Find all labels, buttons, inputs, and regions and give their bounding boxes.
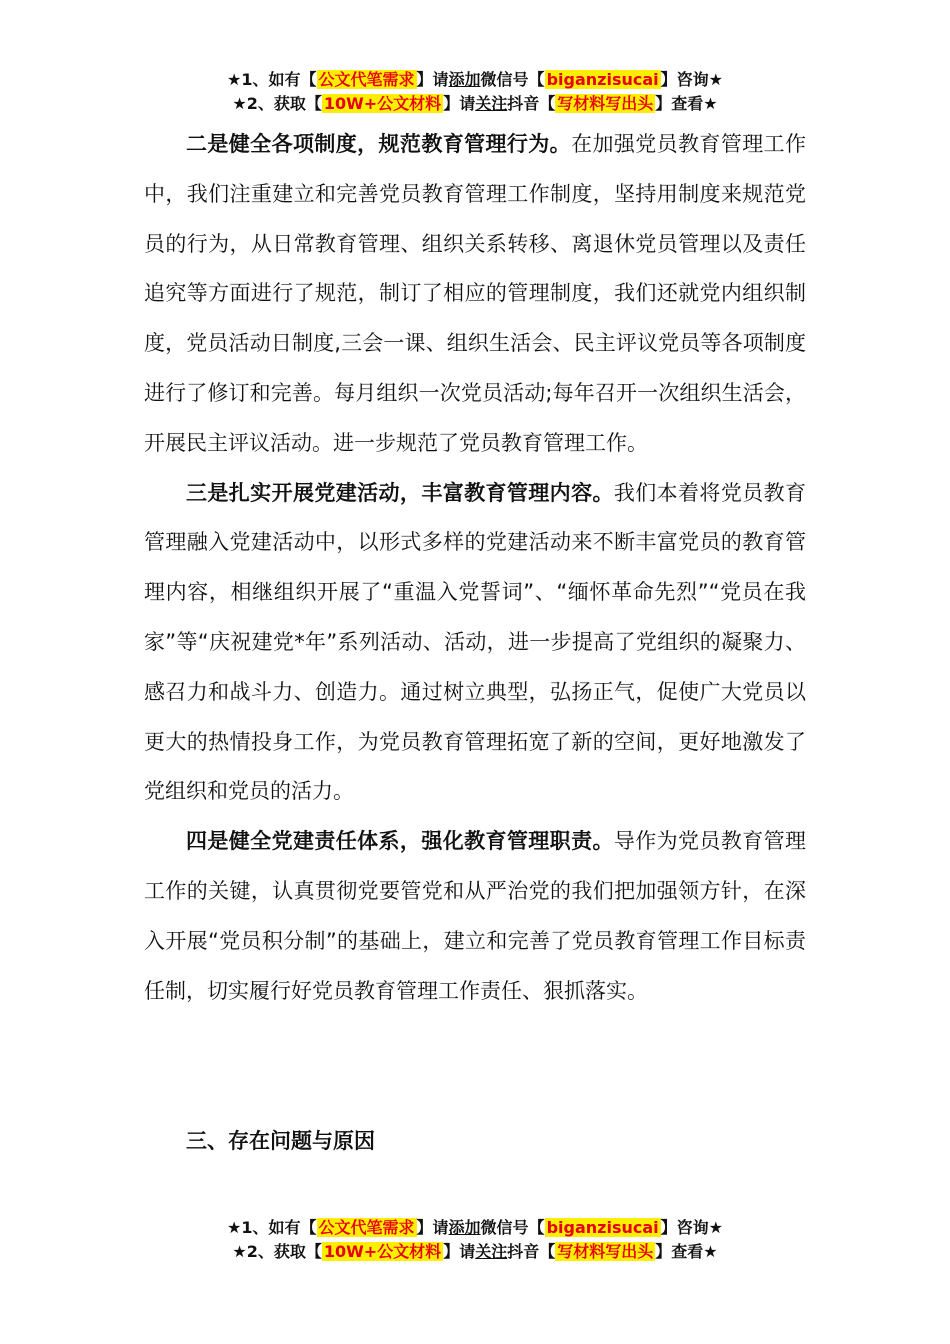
promo-text: 】请 — [416, 70, 449, 89]
promo-text: 1、如有【 — [241, 70, 317, 89]
promo-underlined-add: 添加 — [448, 70, 481, 89]
promo-highlight-materials: 10W+公文材料 — [323, 1242, 442, 1261]
star-icon: ★ — [232, 94, 247, 113]
star-icon: ★ — [227, 1218, 242, 1237]
promo-text: 2、获取【 — [246, 1242, 322, 1261]
promo-text: 】请 — [416, 1218, 449, 1237]
footer-promo-banner — [0, 1216, 950, 1264]
promo-text: 】咨询 — [660, 1218, 709, 1237]
document-body — [144, 120, 806, 1016]
promo-underlined-follow: 关注 — [475, 1242, 508, 1261]
star-icon: ★ — [703, 1242, 718, 1261]
promo-highlight-materials: 10W+公文材料 — [323, 94, 442, 113]
header-promo-banner — [0, 68, 950, 116]
promo-highlight-wechat-id: biganzisucai — [546, 70, 659, 89]
promo-highlight-service: 公文代笔需求 — [318, 1218, 415, 1237]
promo-text: 】请 — [443, 1242, 476, 1261]
paragraph-lead: 四是健全党建责任体系，强化教育管理职责。 — [186, 829, 614, 854]
star-icon: ★ — [703, 94, 718, 113]
promo-line-1 — [0, 68, 950, 92]
section-heading: 三、存在问题与原因 — [186, 1129, 375, 1153]
promo-underlined-add: 添加 — [448, 1218, 481, 1237]
promo-line-2 — [0, 92, 950, 116]
promo-text: 2、获取【 — [246, 94, 322, 113]
promo-text: 微信号【 — [480, 1218, 545, 1237]
promo-text: 抖音【 — [507, 94, 556, 113]
paragraph-3 — [144, 469, 806, 818]
promo-highlight-wechat-id: biganzisucai — [546, 1218, 659, 1237]
promo-line-1 — [0, 1216, 950, 1240]
paragraph-lead: 二是健全各项制度，规范教育管理行为。 — [186, 132, 572, 156]
paragraph-body: 导作为党员教育管理工作的关键，认真贯彻党要管党和从严治党的我们把加强领方针，在深入开展“党员积分制”的基础上，建立和完善了党员教育管理工作目标责任制，切实履行好党员教育管理工作责任、狠抓落实。 — [144, 829, 807, 1003]
star-icon: ★ — [227, 70, 242, 89]
paragraph-lead: 三是扎实开展党建活动，丰富教育管理内容。 — [186, 480, 614, 505]
star-icon: ★ — [708, 1218, 723, 1237]
paragraph-body: 我们本着将党员教育管理融入党建活动中，以形式多样的党建活动来不断丰富党员的教育管理内容，相继组织开展了“重温入党誓词”、“缅怀革命先烈”“党员在我家”等“庆祝建党*年”系列活动、活动，进一步提高了党组织的凝聚力、感召力和战斗力、创造力。通过树立典型，弘扬正气，促使广大党员以更大的热情投身工作，为党员教育管理拓宽了新的空间，更好地激发了党组织和党员的活力。 — [144, 480, 807, 804]
promo-line-2 — [0, 1240, 950, 1264]
star-icon: ★ — [708, 70, 723, 89]
star-icon: ★ — [232, 1242, 247, 1261]
paragraph-body: 在加强党员教育管理工作中，我们注重建立和完善党员教育管理工作制度，坚持用制度来规范党员的行为，从日常教育管理、组织关系转移、离退休党员管理以及责任追究等方面进行了规范，制订了相应的管理制度，我们还就党内组织制度，党员活动日制度,三会一课、组织生活会、民主评议党员等各项制度进行了修订和完善。每月组织一次党员活动;每年召开一次组织生活会，开展民主评议活动。进一步规范了党员教育管理工作。 — [144, 132, 807, 455]
paragraph-4 — [144, 817, 806, 1016]
promo-highlight-douyin: 写材料写出头 — [557, 1242, 654, 1261]
promo-highlight-douyin: 写材料写出头 — [557, 94, 654, 113]
promo-text: 】查看 — [655, 94, 704, 113]
promo-text: 】咨询 — [660, 70, 709, 89]
promo-underlined-follow: 关注 — [475, 94, 508, 113]
paragraph-2 — [144, 120, 806, 469]
promo-text: 1、如有【 — [241, 1218, 317, 1237]
promo-text: 微信号【 — [480, 70, 545, 89]
promo-text: 】请 — [443, 94, 476, 113]
promo-text: 抖音【 — [507, 1242, 556, 1261]
promo-text: 】查看 — [655, 1242, 704, 1261]
promo-highlight-service: 公文代笔需求 — [318, 70, 415, 89]
